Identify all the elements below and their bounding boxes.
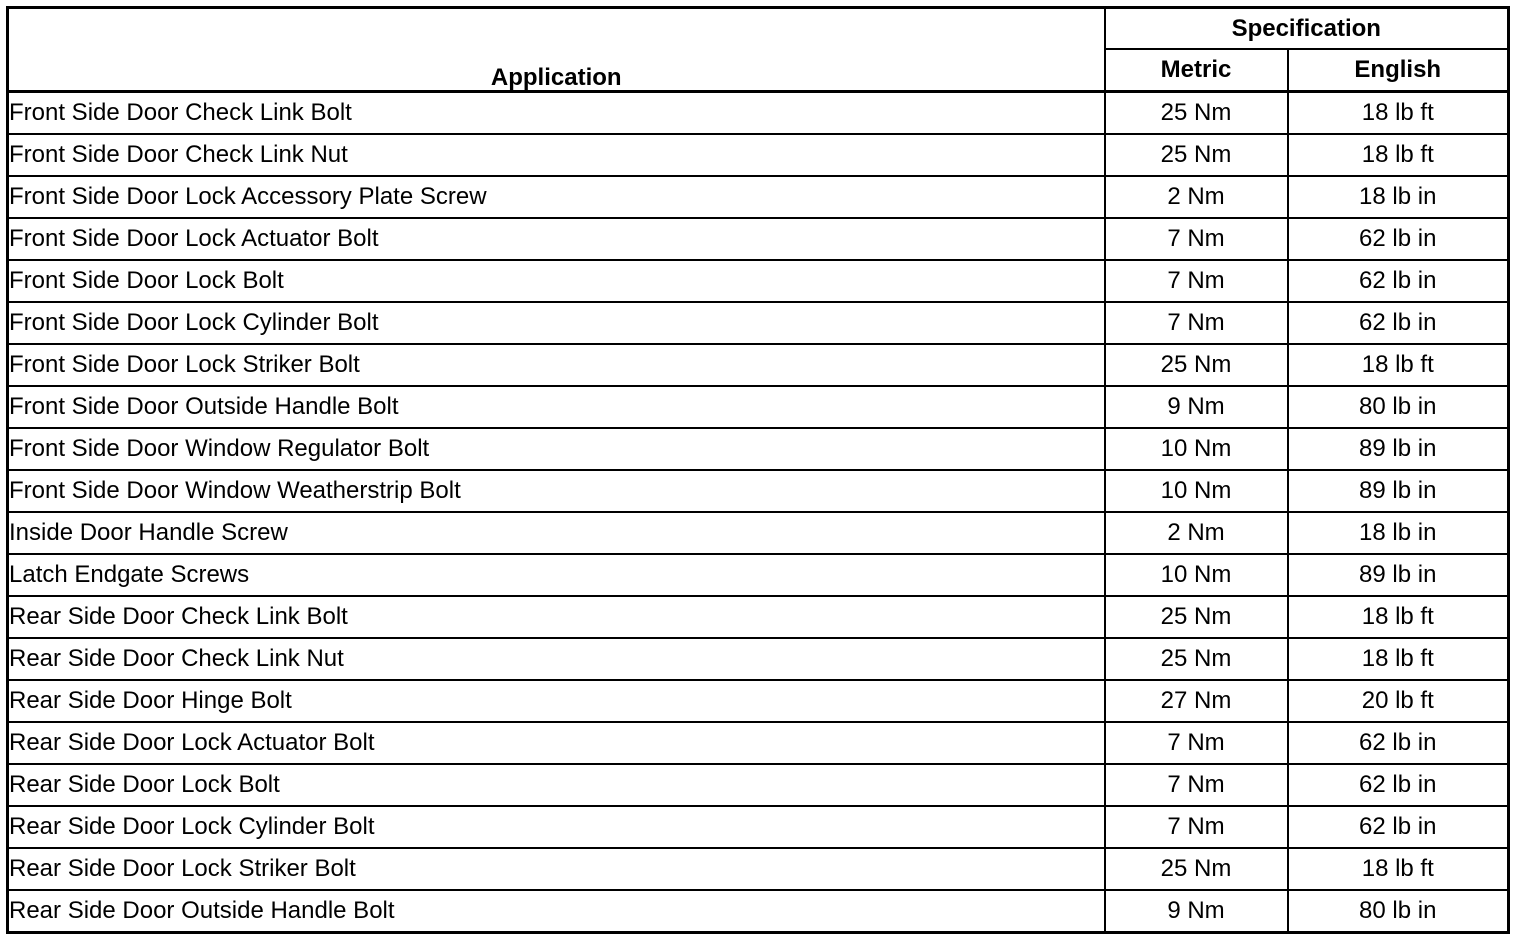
application-cell: Front Side Door Check Link Bolt: [8, 92, 1105, 135]
table-row: [8, 512, 1509, 554]
english-cell: 18 lb ft: [1288, 344, 1509, 386]
application-cell: Front Side Door Outside Handle Bolt: [8, 386, 1105, 428]
metric-cell: 7 Nm: [1105, 722, 1288, 764]
english-cell: 20 lb ft: [1288, 680, 1509, 722]
specification-header: Specification: [1105, 8, 1509, 50]
application-cell: Front Side Door Check Link Nut: [8, 134, 1105, 176]
application-cell: Front Side Door Window Weatherstrip Bolt: [8, 470, 1105, 512]
metric-cell: 25 Nm: [1105, 638, 1288, 680]
metric-cell: 25 Nm: [1105, 134, 1288, 176]
english-cell: 62 lb in: [1288, 764, 1509, 806]
table-row: [8, 428, 1509, 470]
table-row: [8, 806, 1509, 848]
application-cell: Rear Side Door Lock Striker Bolt: [8, 848, 1105, 890]
english-cell: 62 lb in: [1288, 218, 1509, 260]
english-cell: 62 lb in: [1288, 722, 1509, 764]
table-body: [8, 92, 1509, 933]
english-cell: 18 lb ft: [1288, 92, 1509, 135]
application-cell: Latch Endgate Screws: [8, 554, 1105, 596]
table-row: [8, 386, 1509, 428]
english-cell: 80 lb in: [1288, 890, 1509, 933]
torque-spec-table: [6, 6, 1510, 934]
metric-cell: 10 Nm: [1105, 554, 1288, 596]
header-row-top: [8, 8, 1509, 50]
application-cell: Front Side Door Lock Striker Bolt: [8, 344, 1105, 386]
table-row: [8, 554, 1509, 596]
english-cell: 18 lb ft: [1288, 848, 1509, 890]
application-cell: Rear Side Door Lock Cylinder Bolt: [8, 806, 1105, 848]
table-row: [8, 596, 1509, 638]
application-cell: Front Side Door Lock Cylinder Bolt: [8, 302, 1105, 344]
english-cell: 62 lb in: [1288, 302, 1509, 344]
table-row: [8, 680, 1509, 722]
table-row: [8, 722, 1509, 764]
application-cell: Front Side Door Lock Actuator Bolt: [8, 218, 1105, 260]
metric-cell: 27 Nm: [1105, 680, 1288, 722]
table-row: [8, 890, 1509, 933]
application-cell: Front Side Door Window Regulator Bolt: [8, 428, 1105, 470]
table-row: [8, 176, 1509, 218]
table-row: [8, 764, 1509, 806]
application-cell: Front Side Door Lock Bolt: [8, 260, 1105, 302]
english-cell: 89 lb in: [1288, 428, 1509, 470]
application-cell: Rear Side Door Lock Bolt: [8, 764, 1105, 806]
metric-cell: 10 Nm: [1105, 470, 1288, 512]
metric-cell: 9 Nm: [1105, 386, 1288, 428]
table-row: [8, 470, 1509, 512]
table-row: [8, 134, 1509, 176]
application-cell: Rear Side Door Check Link Bolt: [8, 596, 1105, 638]
metric-cell: 7 Nm: [1105, 302, 1288, 344]
table-row: [8, 344, 1509, 386]
english-cell: 89 lb in: [1288, 470, 1509, 512]
english-cell: 18 lb ft: [1288, 638, 1509, 680]
application-header: Application: [8, 8, 1105, 92]
application-cell: Rear Side Door Check Link Nut: [8, 638, 1105, 680]
table-row: [8, 218, 1509, 260]
metric-cell: 25 Nm: [1105, 848, 1288, 890]
table-row: [8, 638, 1509, 680]
english-header: English: [1288, 49, 1509, 92]
application-cell: Rear Side Door Lock Actuator Bolt: [8, 722, 1105, 764]
metric-cell: 7 Nm: [1105, 806, 1288, 848]
english-cell: 62 lb in: [1288, 260, 1509, 302]
english-cell: 62 lb in: [1288, 806, 1509, 848]
table-row: [8, 92, 1509, 135]
application-cell: Front Side Door Lock Accessory Plate Screw: [8, 176, 1105, 218]
metric-header: Metric: [1105, 49, 1288, 92]
english-cell: 18 lb in: [1288, 176, 1509, 218]
metric-cell: 2 Nm: [1105, 176, 1288, 218]
table-header: [8, 8, 1509, 92]
metric-cell: 25 Nm: [1105, 344, 1288, 386]
table-row: [8, 260, 1509, 302]
table-row: [8, 302, 1509, 344]
metric-cell: 7 Nm: [1105, 260, 1288, 302]
metric-cell: 2 Nm: [1105, 512, 1288, 554]
metric-cell: 25 Nm: [1105, 92, 1288, 135]
metric-cell: 7 Nm: [1105, 764, 1288, 806]
application-cell: Inside Door Handle Screw: [8, 512, 1105, 554]
metric-cell: 7 Nm: [1105, 218, 1288, 260]
application-cell: Rear Side Door Hinge Bolt: [8, 680, 1105, 722]
english-cell: 18 lb ft: [1288, 596, 1509, 638]
metric-cell: 10 Nm: [1105, 428, 1288, 470]
table-row: [8, 848, 1509, 890]
application-cell: Rear Side Door Outside Handle Bolt: [8, 890, 1105, 933]
english-cell: 89 lb in: [1288, 554, 1509, 596]
english-cell: 18 lb in: [1288, 512, 1509, 554]
english-cell: 80 lb in: [1288, 386, 1509, 428]
metric-cell: 25 Nm: [1105, 596, 1288, 638]
metric-cell: 9 Nm: [1105, 890, 1288, 933]
english-cell: 18 lb ft: [1288, 134, 1509, 176]
